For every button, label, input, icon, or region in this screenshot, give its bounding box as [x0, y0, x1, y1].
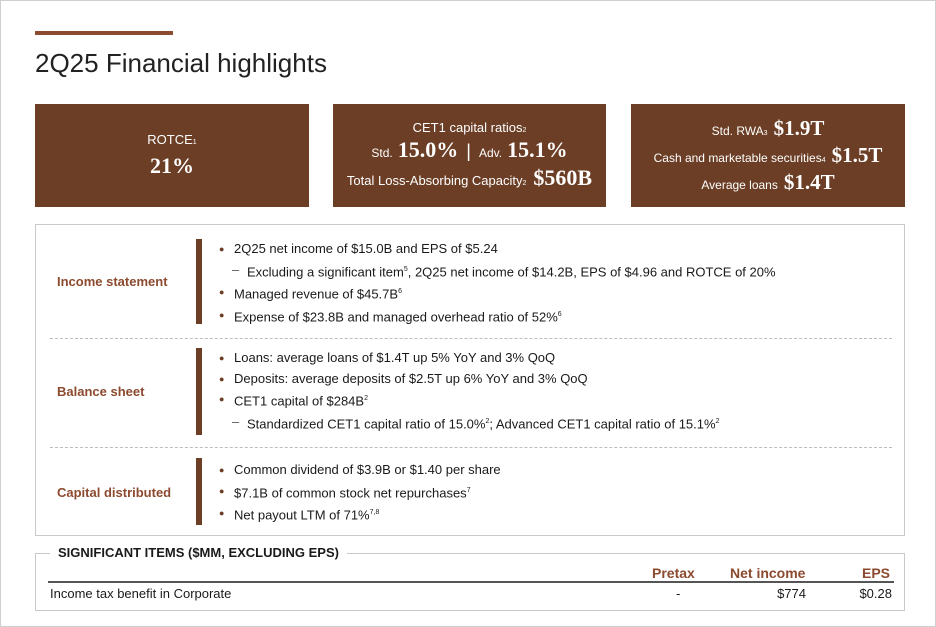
- rotce-footnote: 1: [192, 139, 197, 146]
- page-title: 2Q25 Financial highlights: [35, 48, 327, 78]
- rotce-box: [35, 104, 309, 207]
- capital-bullet-repurchases: [219, 481, 501, 504]
- income-revenue-text: Managed revenue of $45.7B: [234, 286, 399, 302]
- balance-sub-footnote-a: 2: [485, 417, 490, 425]
- col-header-net-income: Net income: [730, 565, 806, 581]
- cash-label: Cash and marketable securities: [653, 151, 822, 165]
- balance-cet1-text: CET1 capital of $284B: [234, 393, 365, 409]
- rotce-label: ROTCE: [147, 132, 193, 147]
- balance-sub-text-b: ; Advanced CET1 capital ratio of 15.1%: [489, 416, 716, 432]
- col-header-eps: EPS: [862, 565, 891, 581]
- cet1-ratios-row: [371, 137, 567, 163]
- tlac-footnote: 2: [522, 180, 527, 187]
- cet1-separator: |: [466, 141, 471, 161]
- table-header-rule: [48, 581, 894, 583]
- table-row-pretax: -: [676, 586, 681, 601]
- highlights-detail-panel: [35, 224, 905, 536]
- balance-sub-ratios: [219, 412, 719, 435]
- tlac-row: [347, 165, 592, 191]
- col-header-pretax: Pretax: [652, 565, 695, 581]
- capital-bullet-payout: [219, 503, 501, 526]
- tlac-label: Total Loss-Absorbing Capacity: [346, 173, 523, 188]
- capital-payout-text: Net payout LTM of 71%: [234, 507, 370, 523]
- table-row-net-income: $774: [777, 586, 806, 601]
- income-bullet-expense: [219, 305, 776, 328]
- capital-bullet-dividend: ● Common dividend of $3.9B or $1.40 per share: [219, 460, 501, 481]
- balance-cet1-footnote: 2: [364, 395, 368, 402]
- income-expense-footnote: 6: [557, 311, 562, 319]
- balance-bullet-cet1: [219, 389, 719, 412]
- income-statement-bar: [196, 239, 202, 324]
- avg-loans-label: Average loans: [701, 178, 778, 192]
- avg-loans-row: [701, 170, 834, 195]
- cash-row: [654, 143, 883, 168]
- income-bullet-revenue: [219, 282, 776, 305]
- cash-value: $1.5T: [831, 143, 883, 167]
- cet1-label: CET1 capital ratios: [412, 120, 523, 135]
- section-divider: [50, 447, 892, 448]
- rwa-footnote: 3: [763, 130, 768, 137]
- capital-payout-footnote: 7,8: [369, 509, 380, 517]
- cet1-box: [333, 104, 606, 207]
- balance-sheet-bullets: [219, 348, 719, 435]
- rotce-label-row: [147, 132, 196, 147]
- income-sub-footnote: 5: [403, 265, 408, 273]
- title-accent-rule: [35, 31, 173, 35]
- income-sub-text-b: , 2Q25 net income of $14.2B, EPS of $4.96 and ROTCE of 20%: [407, 263, 776, 279]
- capital-repurchases-text: $7.1B of common stock net repurchases: [234, 484, 467, 500]
- cet1-std-value: 15.0%: [397, 137, 459, 162]
- cet1-label-row: [413, 120, 527, 135]
- capital-distributed-bar: [196, 458, 202, 525]
- balance-bullet-loans: ● Loans: average loans of $1.4T up 5% YoY and 3% QoQ: [219, 348, 719, 369]
- income-revenue-footnote: 6: [398, 288, 402, 296]
- significant-items-panel: [35, 545, 905, 611]
- tlac-value: $560B: [533, 165, 593, 190]
- balance-sub-footnote-b: 2: [715, 417, 720, 425]
- rwa-row: [712, 116, 825, 141]
- table-row-item: Income tax benefit in Corporate: [50, 586, 232, 601]
- capital-repurchases-footnote: 7: [466, 486, 471, 494]
- rwa-label: Std. RWA: [711, 124, 764, 138]
- income-expense-text: Expense of $23.8B and managed overhead ratio of 52%: [234, 309, 558, 325]
- income-statement-label: Income statement: [57, 274, 168, 289]
- cash-footnote: 4: [821, 157, 826, 164]
- income-bullet-net-income: ● 2Q25 net income of $15.0B and EPS of $5.24: [219, 239, 776, 260]
- avg-loans-value: $1.4T: [783, 170, 835, 194]
- balance-metrics-box: [631, 104, 905, 207]
- rotce-value: 21%: [150, 153, 194, 178]
- balance-sheet-bar: [196, 348, 202, 435]
- section-divider: [50, 338, 892, 339]
- capital-distributed-label: Capital distributed: [57, 485, 172, 500]
- balance-sub-text-a: Standardized CET1 capital ratio of 15.0%: [247, 416, 486, 432]
- cet1-adv-label: Adv.: [478, 146, 503, 160]
- significant-items-title: SIGNIFICANT ITEMS ($MM, EXCLUDING EPS): [50, 545, 347, 560]
- capital-distributed-bullets: [219, 460, 501, 526]
- income-sub-excluding: [219, 260, 776, 283]
- income-statement-bullets: [219, 239, 776, 328]
- income-sub-text-a: Excluding a significant item: [247, 263, 404, 279]
- cet1-adv-value: 15.1%: [507, 137, 568, 162]
- rwa-value: $1.9T: [773, 116, 825, 140]
- table-row-eps: $0.28: [859, 586, 892, 601]
- cet1-footnote: 2: [522, 127, 527, 134]
- balance-sheet-label: Balance sheet: [57, 384, 145, 399]
- balance-bullet-deposits: ● Deposits: average deposits of $2.5T up 6% YoY and 3% QoQ: [219, 369, 719, 390]
- cet1-std-label: Std.: [371, 146, 393, 160]
